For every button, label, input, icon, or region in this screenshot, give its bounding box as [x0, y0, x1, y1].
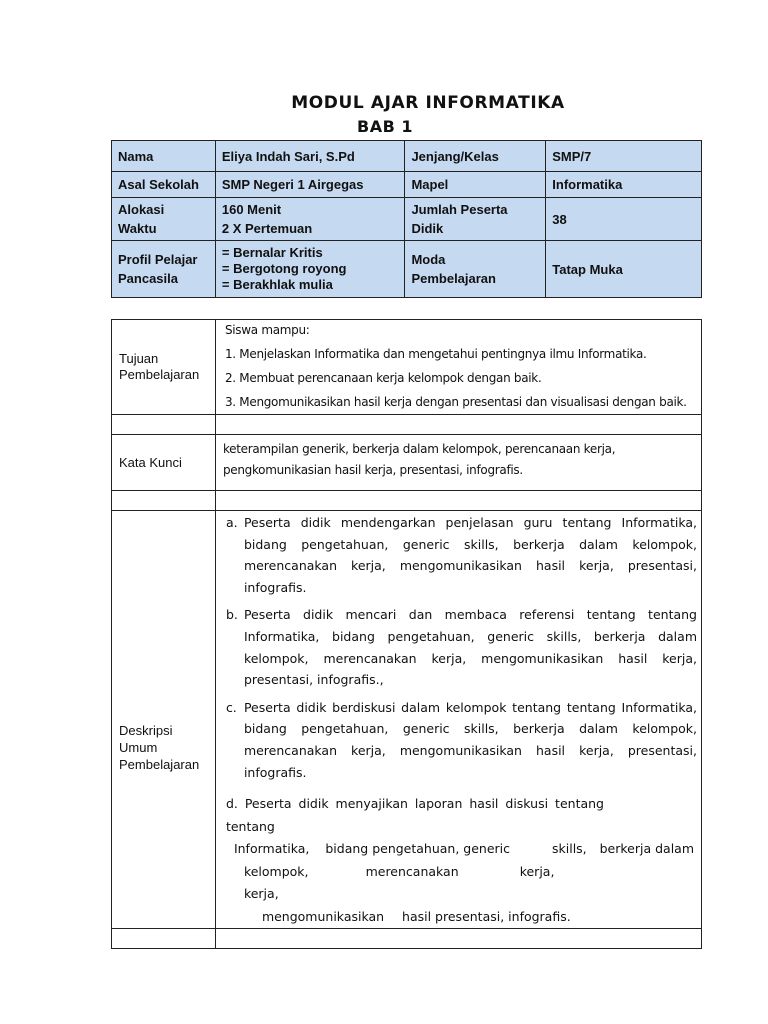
blank-cell	[215, 929, 701, 949]
moda-label	[405, 241, 546, 298]
deskripsi-item-c	[216, 697, 701, 783]
alokasi-value	[215, 198, 405, 241]
sekolah-value: SMP Negeri 1 Airgegas	[215, 172, 405, 198]
item-d-text: kelompok,	[243, 863, 309, 879]
kata-kunci-label: Kata Kunci	[112, 435, 216, 491]
identity-row-alokasi	[112, 198, 702, 241]
kata-kunci-line-2: pengkomunikasian hasil kerja, presentasi, infografis.	[222, 463, 523, 477]
item-text-b: Peserta didik mencari dan membaca referensi tentang tentang Informatika, bidang pengetahuan, generic skills, berkerja dalam kelompok, merencanakan kerja, mengomunikasikan hasil kerja, presentasi, infografis.,	[243, 607, 697, 688]
item-d-text: d. Peserta didik menyajikan laporan hasil diskusi tentang	[225, 796, 604, 812]
profil-label	[112, 241, 216, 298]
blank-cell	[215, 415, 701, 435]
alokasi-value-line-2: 2 X Pertemuan	[221, 221, 313, 236]
identity-row-profil	[112, 241, 702, 298]
tujuan-label-line-2: Pembelajaran	[119, 367, 200, 382]
item-d-text: tentang	[225, 818, 275, 834]
nama-label: Nama	[112, 141, 216, 172]
tujuan-row	[112, 320, 702, 415]
deskripsi-label-line-3: Pembelajaran	[119, 757, 200, 772]
item-d-line-2	[226, 838, 697, 861]
tujuan-label-line-1: Tujuan	[119, 351, 159, 366]
item-d-text: hasil presentasi, infografis.	[402, 908, 571, 924]
item-d-text: skills,	[552, 841, 587, 857]
deskripsi-label-line-1: Deskripsi	[119, 723, 173, 738]
alokasi-value-line-1: 160 Menit	[221, 202, 282, 217]
identity-row-sekolah	[112, 172, 702, 198]
alokasi-label	[112, 198, 216, 241]
item-marker-a: a.	[225, 515, 238, 530]
tujuan-intro: Siswa mampu:	[224, 323, 310, 337]
mapel-label: Mapel	[405, 172, 546, 198]
item-d-text: berkerja dalam	[599, 841, 695, 857]
item-d-line-4	[226, 906, 697, 929]
blank-cell	[112, 929, 216, 949]
peserta-label-line-2: Didik	[411, 221, 444, 236]
deskripsi-label-line-2: Umum	[119, 740, 158, 755]
detail-table	[111, 319, 702, 949]
deskripsi-item-a	[216, 512, 701, 598]
item-d-text: merencanakan	[365, 863, 459, 879]
identity-table	[111, 140, 702, 298]
peserta-label	[405, 198, 546, 241]
tujuan-item: 1. Menjelaskan Informatika dan mengetahui pentingnya ilmu Informatika.	[224, 347, 647, 361]
blank-cell	[112, 491, 216, 511]
item-text-a: Peserta didik mendengarkan penjelasan guru tentang Informatika, bidang pengetahuan, generic skills, berkerja dalam kelompok, merencanakan kerja, mengomunikasikan hasil kerja, presentasi, infografis.	[243, 515, 697, 595]
blank-row	[112, 491, 702, 511]
tujuan-label	[112, 320, 216, 415]
jenjang-value: SMP/7	[546, 141, 702, 172]
nama-value: Eliya Indah Sari, S.Pd	[215, 141, 405, 172]
deskripsi-label	[112, 511, 216, 929]
document-title: MODUL AJAR INFORMATIKA	[291, 93, 565, 113]
moda-value: Tatap Muka	[546, 241, 702, 298]
tujuan-item: 2. Membuat perencanaan kerja kelompok dengan baik.	[224, 371, 542, 385]
kata-kunci-content	[215, 435, 701, 491]
blank-cell	[215, 491, 701, 511]
item-d-text: mengomunikasikan	[261, 908, 385, 924]
item-d-text: kerja,	[519, 863, 555, 879]
item-d-text: Informatika,	[233, 841, 310, 857]
profil-value-2: = Bergotong royong	[221, 261, 347, 276]
item-d-line-3	[226, 861, 697, 906]
moda-label-line-2: Pembelajaran	[411, 271, 496, 286]
item-d-line-1	[226, 793, 697, 838]
profil-label-line-2: Pancasila	[118, 271, 178, 286]
alokasi-label-line-2: Waktu	[118, 221, 157, 236]
profil-label-line-1: Profil Pelajar	[118, 252, 198, 267]
profil-value	[215, 241, 405, 298]
blank-row	[112, 929, 702, 949]
blank-row	[112, 415, 702, 435]
blank-cell	[112, 415, 216, 435]
item-text-c: Peserta didik berdiskusi dalam kelompok tentang tentang Informatika, bidang pengetahuan, generic skills, berkerja dalam kelompok, merencanakan kerja, mengomunikasikan hasil kerja, presentasi, infografis.	[243, 699, 697, 780]
item-marker-c: c.	[225, 699, 237, 715]
deskripsi-row	[112, 511, 702, 929]
deskripsi-item-d	[216, 793, 701, 928]
peserta-label-line-1: Jumlah Peserta	[411, 202, 508, 217]
item-d-text: bidang pengetahuan, generic	[325, 841, 511, 857]
alokasi-label-line-1: Alokasi	[118, 202, 165, 217]
kata-kunci-line-1: keterampilan generik, berkerja dalam kelompok, perencanaan kerja,	[222, 442, 616, 456]
profil-value-1: = Bernalar Kritis	[221, 245, 323, 260]
profil-value-3: = Berakhlak mulia	[221, 277, 333, 292]
moda-label-line-1: Moda	[411, 252, 446, 267]
sekolah-label: Asal Sekolah	[112, 172, 216, 198]
kata-kunci-row	[112, 435, 702, 491]
item-marker-b: b.	[225, 607, 238, 623]
tujuan-item: 3. Mengomunikasikan hasil kerja dengan presentasi dan visualisasi dengan baik.	[224, 395, 687, 409]
jenjang-label: Jenjang/Kelas	[405, 141, 546, 172]
mapel-value: Informatika	[546, 172, 702, 198]
peserta-value: 38	[546, 198, 702, 241]
item-d-text: kerja,	[243, 886, 279, 902]
deskripsi-content	[215, 511, 701, 929]
chapter-label: BAB 1	[357, 117, 413, 136]
deskripsi-item-b	[216, 604, 701, 690]
tujuan-content	[215, 320, 701, 415]
identity-row-nama	[112, 141, 702, 172]
